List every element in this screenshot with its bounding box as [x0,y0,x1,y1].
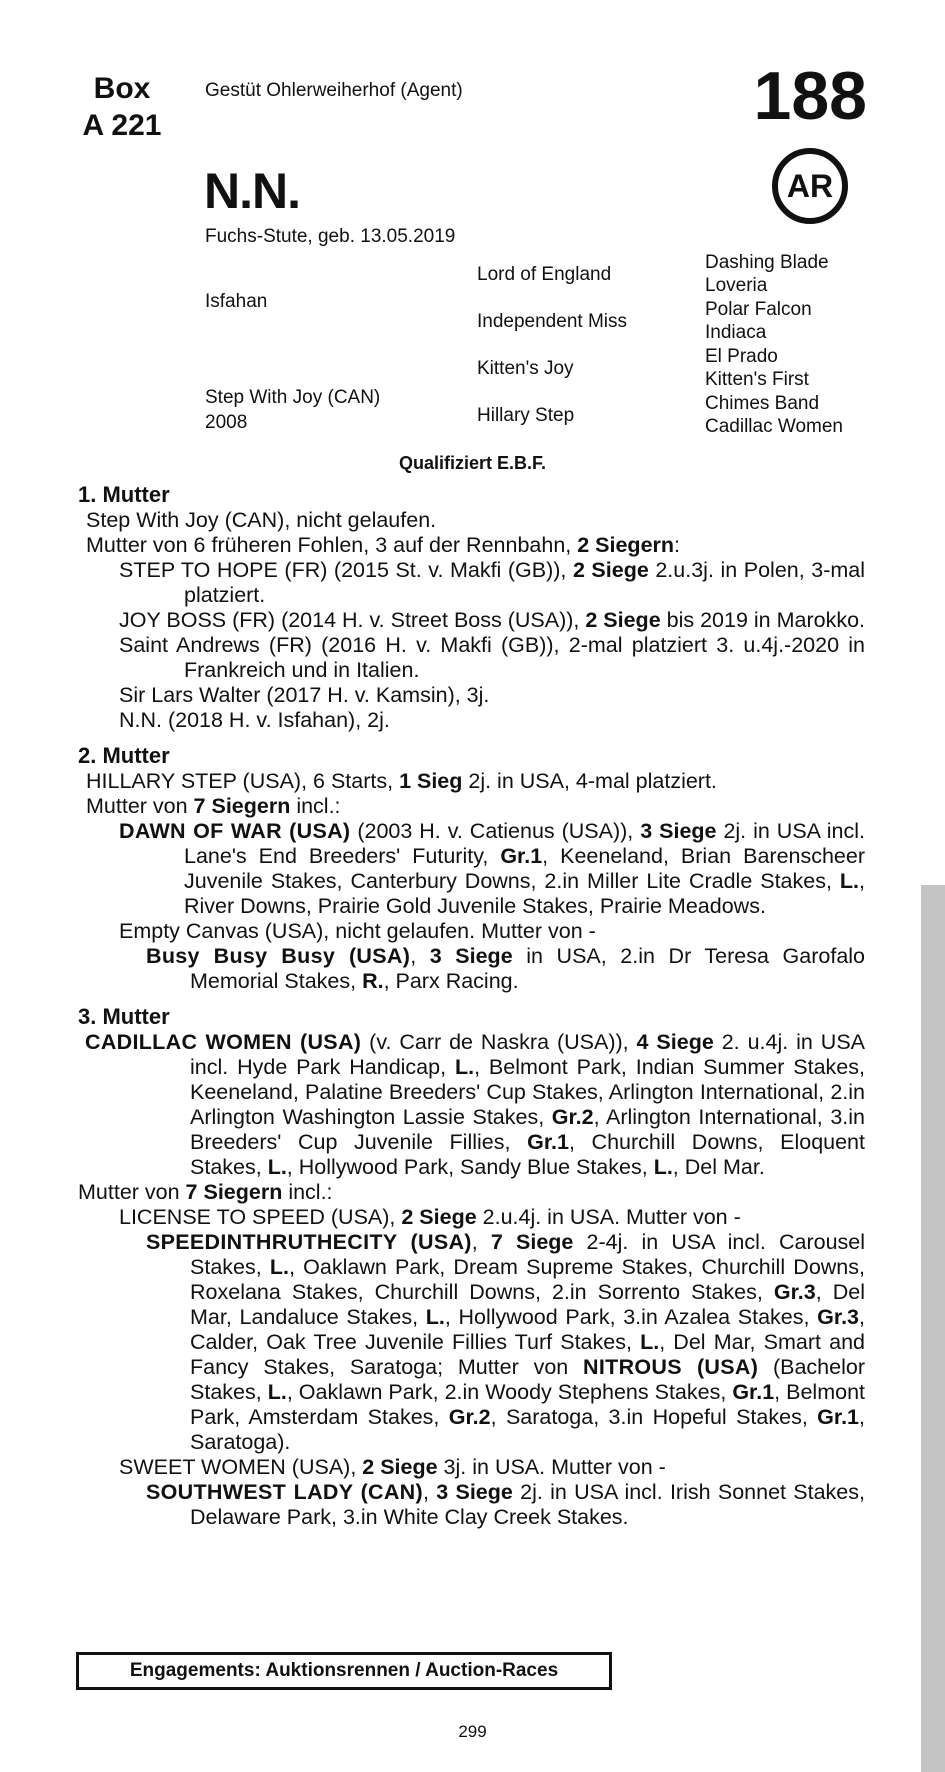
dam3-line: CADILLAC WOMEN (USA) (v. Carr de Naskra (USA)), 4 Siege 2. u.4j. in USA incl. Hyde Park Handicap, L., Belmont Park, Indian Summer Stakes, Keeneland, Palatine Breeders' Cup Stakes, Arlington International, 2.in Arlington Washington Lassie Stakes, Gr.2, Arlington International, 3.in Breeders' Cup Juvenile Fillies, Gr.1, Churchill Downs, Eloquent Stakes, L., Hollywood Park, Sandy Blue Stakes, L., Del Mar. [85,1030,866,1179]
offspring-entry: STEP TO HOPE (FR) (2015 St. v. Makfi (GB)), 2 Siege 2.u.3j. in Polen, 3-mal platziert. [119,558,866,607]
pedigree-dam: Step With Joy (CAN) [205,387,381,408]
page-edge-bar [921,885,945,1772]
lot-number: 188 [753,58,867,134]
pedigree-ggp: El Prado [705,346,778,367]
pedigree-gp: Kitten's Joy [477,358,574,379]
dam2-line: HILLARY STEP (USA), 6 Starts, 1 Sieg 2j. in USA, 4-mal platziert. [86,769,717,793]
pedigree-ggp: Cadillac Women [705,416,843,437]
pedigree-ggp: Dashing Blade [705,252,829,273]
pedigree-gp: Independent Miss [477,311,627,332]
offspring-entry: N.N. (2018 H. v. Isfahan), 2j. [119,708,390,732]
offspring-entry: LICENSE TO SPEED (USA), 2 Siege 2.u.4j. in USA. Mutter von - [119,1205,741,1229]
pedigree-ggp: Polar Falcon [705,299,812,320]
page-number: 299 [458,1722,487,1741]
pedigree-ggp: Indiaca [705,322,767,343]
agent: Gestüt Ohlerweiherhof (Agent) [205,80,463,101]
qualification: Qualifiziert E.B.F. [398,453,547,473]
horse-name: N.N. [204,163,300,219]
dam3-heading: 3. Mutter [78,1004,170,1029]
offspring-entry: SWEET WOMEN (USA), 2 Siege 3j. in USA. Mutter von - [119,1455,666,1479]
dam1-line: Step With Joy (CAN), nicht gelaufen. [86,508,437,532]
pedigree-text [78,482,865,1530]
dam3-offspring-summary: Mutter von 7 Siegern incl.: [78,1180,333,1204]
grand-offspring-entry: SOUTHWEST LADY (CAN), 3 Siege 2j. in USA incl. Irish Sonnet Stakes, Delaware Park, 3.in White Clay Creek Stakes. [146,1480,865,1529]
pedigree-gp: Lord of England [477,264,612,285]
dam1-heading: 1. Mutter [78,482,170,507]
pedigree-ggp: Chimes Band [705,393,820,414]
pedigree-ggp: Kitten's First [705,369,809,390]
box-number: A 221 [82,109,162,142]
dam2-heading: 2. Mutter [78,743,170,768]
offspring-entry: Saint Andrews (FR) (2016 H. v. Makfi (GB)), 2-mal platziert 3. u.4j.-2020 in Frankreich und in Italien. [119,633,865,682]
horse-description: Fuchs-Stute, geb. 13.05.2019 [205,226,456,247]
dam2-offspring-summary: Mutter von 7 Siegern incl.: [86,794,341,818]
engagements-box: Engagements: Auktionsrennen / Auction-Races [76,1652,612,1690]
pedigree-gp: Hillary Step [477,405,575,426]
offspring-entry: DAWN OF WAR (USA) (2003 H. v. Catienus (USA)), 3 Siege 2j. in USA incl. Lane's End Breeders' Futurity, Gr.1, Keeneland, Brian Barenscheer Juvenile Stakes, Canterbury Downs, 2.in Miller Lite Cradle Stakes, L., River Downs, Prairie Gold Juvenile Stakes, Prairie Meadows. [119,819,866,918]
offspring-entry: Empty Canvas (USA), nicht gelaufen. Mutter von - [119,919,596,943]
offspring-entry: JOY BOSS (FR) (2014 H. v. Street Boss (USA)), 2 Siege bis 2019 in Marokko. [119,608,866,632]
pedigree-dam-year: 2008 [205,412,248,433]
grand-offspring-entry: Busy Busy Busy (USA), 3 Siege in USA, 2.in Dr Teresa Garofalo Memorial Stakes, R., Parx Racing. [146,944,866,993]
pedigree-ggp: Loveria [705,275,768,296]
pedigree-sire: Isfahan [205,291,268,312]
box-label: Box [93,72,151,105]
box-location [78,70,166,144]
ar-badge: AR [772,148,848,224]
grand-offspring-entry: SPEEDINTHRUTHECITY (USA), 7 Siege 2-4j. in USA incl. Carousel Stakes, L., Oaklawn Park, Dream Supreme Stakes, Churchill Downs, Roxelana Stakes, Churchill Downs, 2.in Sorrento Stakes, Gr.3, Del Mar, Landaluce Stakes, L., Hollywood Park, 3.in Azalea Stakes, Gr.3, Calder, Oak Tree Juvenile Fillies Turf Stakes, L., Del Mar, Smart and Fancy Stakes, Saratoga; Mutter von NITROUS (USA) (Bachelor Stakes, L., Oaklawn Park, 2.in Woody Stephens Stakes, Gr.1, Belmont Park, Amsterdam Stakes, Gr.2, Saratoga, 3.in Hopeful Stakes, Gr.1, Saratoga). [146,1230,866,1454]
dam1-offspring-summary: Mutter von 6 früheren Fohlen, 3 auf der Rennbahn, 2 Siegern: [86,533,681,557]
offspring-entry: Sir Lars Walter (2017 H. v. Kamsin), 3j. [119,683,490,707]
